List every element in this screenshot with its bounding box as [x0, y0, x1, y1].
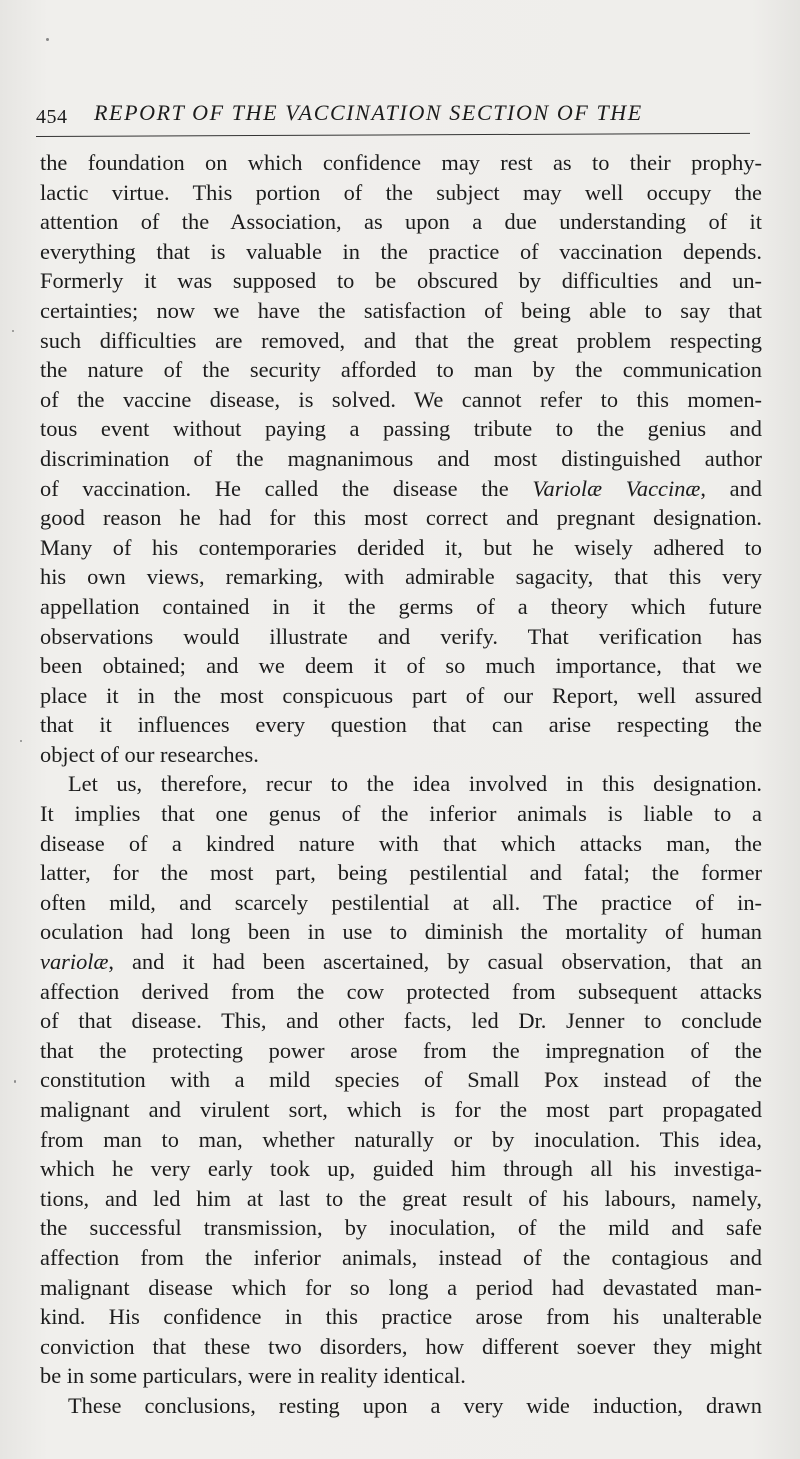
body-line: affection from the inferior animals, instead of the contagious and [40, 1244, 762, 1270]
body-line: of that disease. This, and other facts, led Dr. Jenner to conclude [40, 1008, 762, 1034]
body-line: that the protecting power arose from the impregnation of the [40, 1037, 762, 1063]
body-line: be in some particulars, were in reality identical. [40, 1363, 466, 1389]
page-number: 454 [36, 106, 68, 128]
scan-speck [14, 1080, 16, 1083]
body-line: everything that is valuable in the practice of vaccination depends. [40, 238, 762, 264]
body-line: object of our researches. [40, 741, 259, 767]
body-line: his own views, remarking, with admirable sagacity, that this very [40, 564, 762, 590]
body-line: the foundation on which confidence may rest as to their prophy- [40, 150, 762, 175]
body-line: constitution with a mild species of Small Pox instead of the [40, 1067, 762, 1093]
body-line: Many of his contemporaries derided it, but he wisely adhered to [40, 534, 762, 560]
body-line: from man to man, whether naturally or by inoculation. This idea, [40, 1126, 762, 1152]
body-line: lactic virtue. This portion of the subject may well occupy the [40, 179, 762, 205]
body-text [40, 148, 762, 1421]
body-line: conviction that these two disorders, how different soever they might [40, 1333, 762, 1359]
body-line: often mild, and scarcely pestilential at all. The practice of in- [40, 889, 762, 915]
body-line: been obtained; and we deem it of so much importance, that we [40, 653, 762, 679]
body-line: certainties; now we have the satisfaction of being able to say that [40, 297, 762, 323]
body-line: kind. His confidence in this practice arose from his unalterable [40, 1304, 762, 1330]
body-line: good reason he had for this most correct and pregnant designation. [40, 505, 762, 531]
body-line: attention of the Association, as upon a due understanding of it [40, 209, 762, 235]
body-line: malignant disease which for so long a period had devastated man- [40, 1274, 762, 1300]
body-line: observations would illustrate and verify. That verification has [40, 623, 762, 649]
body-line: the nature of the security afforded to man by the communication [40, 357, 762, 383]
body-line: such difficulties are removed, and that the great problem respecting [40, 327, 762, 353]
body-line: These conclusions, resting upon a very wide induction, drawn [68, 1392, 762, 1418]
body-line: tous event without paying a passing tribute to the genius and [40, 416, 762, 442]
body-line: malignant and virulent sort, which is for the most part propagated [40, 1097, 762, 1122]
body-line: Formerly it was supposed to be obscured by difficulties and un- [40, 268, 762, 294]
scan-speck [20, 740, 22, 742]
body-line: oculation had long been in use to diminish the mortality of human [40, 919, 762, 945]
body-line: which he very early took up, guided him through all his investiga- [40, 1156, 762, 1182]
body-line: Let us, therefore, recur to the idea involved in this designation. [68, 771, 762, 797]
scan-speck [46, 38, 49, 41]
body-line: that it influences every question that can arise respecting the [40, 712, 762, 738]
body-line: disease of a kindred nature with that which attacks man, the [40, 830, 762, 856]
running-head: REPORT OF THE VACCINATION SECTION OF THE [94, 100, 643, 125]
body-line: variolæ, and it had been ascertained, by casual observation, that an [40, 949, 762, 975]
body-line: of the vaccine disease, is solved. We cannot refer to this momen- [40, 386, 762, 412]
page-header [36, 100, 752, 134]
body-line: latter, for the most part, being pestilential and fatal; the former [40, 860, 762, 886]
body-line: the successful transmission, by inoculation, of the mild and safe [40, 1215, 762, 1241]
body-line: tions, and led him at last to the great result of his labours, namely, [40, 1185, 762, 1211]
scan-speck [12, 330, 14, 332]
body-line: discrimination of the magnanimous and most distinguished author [40, 445, 762, 471]
body-line: place it in the most conspicuous part of our Report, well assured [40, 682, 762, 708]
body-line: It implies that one genus of the inferior animals is liable to a [40, 801, 762, 827]
body-line: appellation contained in it the germs of a theory which future [40, 593, 762, 619]
body-line: of vaccination. He called the disease the Variolæ Vaccinæ, and [40, 475, 762, 501]
body-line: affection derived from the cow protected from subsequent attacks [40, 978, 762, 1004]
